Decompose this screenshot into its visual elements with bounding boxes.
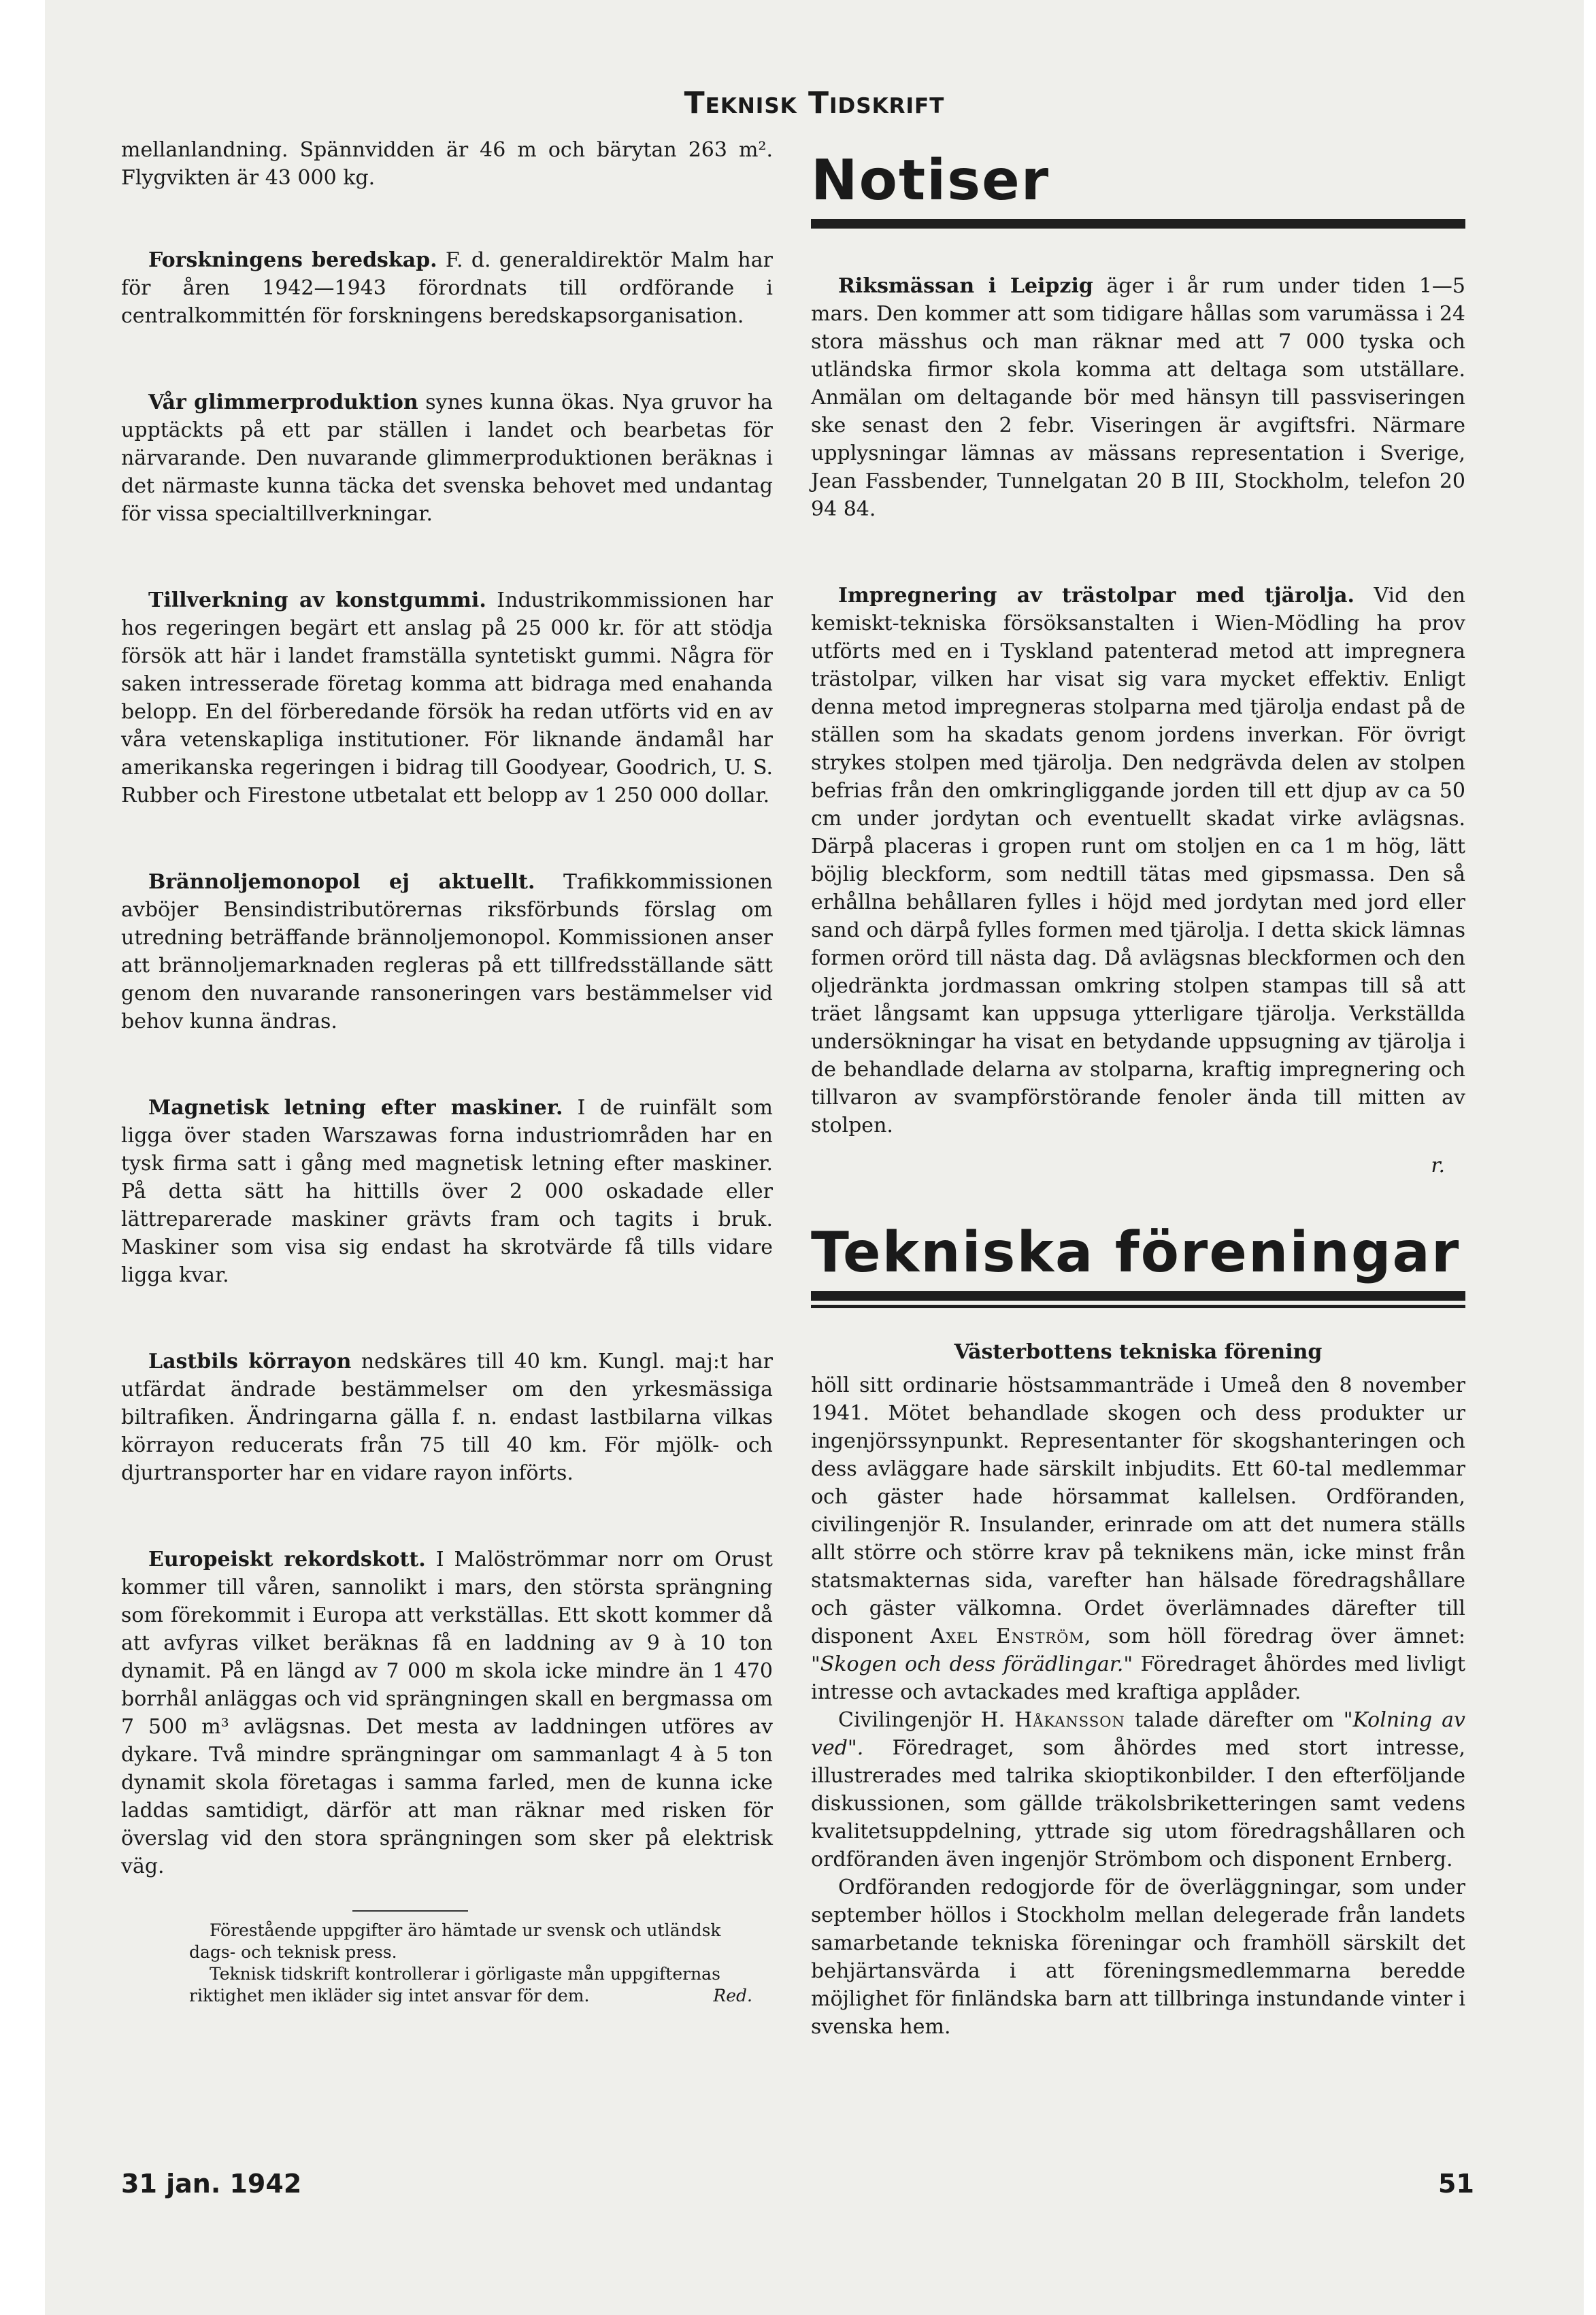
article-heading: Vår glimmerproduktion [148, 390, 418, 414]
journal-page [45, 0, 1584, 2315]
article-riksmassan [811, 272, 1465, 523]
lecture-title: "Kolning av ved". [811, 1708, 1465, 1760]
article-heading: Forskningens beredskap. [148, 248, 437, 272]
person-name: Håkansson [1014, 1708, 1125, 1732]
article-body: Vid den kemiskt-tekniska försöksanstalten i Wien-Mödling ha prov utförts med en i Tyskland patenterad metod att impregnera trästolpar, vilken har visat sig vara mycket effektiv. Enligt denna metod impregneras stolparna med tjärolja endast på de ställen som ha skadats genom jordens inverkan. För övrigt strykes stolpen med tjärolja. Den nedgrävda delen av stolpen befrias från den omkringliggande jorden till ett djup av ca 50 cm under jordytan och eventuellt skadat virke avlägsnas. Därpå placeras i gropen runt om stoljen en ca 1 m hög, lätt böjlig bleckform, som nedtill tätas med gipsmassa. Den så erhållna behållaren fylles i höjd med jordytan med jord eller sand och därpå fylles formen med tjärolja. I detta skick lämnas formen orörd till nästa dag. Då avlägsnas bleckformen och den oljedränkta jordmassan omkring stolpen stampas till så att träet långsamt kan uppsuga ytterligare tjärolja. Verkställda undersökningar ha visat en betydande uppsugning av tjärolja i de behandlade delarna av stolparna, kraftig impregnering och tillvaron av svampförstörande fenoler ända till mitten av stolpen. [811, 584, 1465, 1137]
article-body: synes kunna ökas. Nya gruvor ha upptäckts på ett par ställen i landet och bearbetas för närvarande. Den nuvarande glimmerproduktionen beräknas i det närmaste kunna täcka det svenska behovet med undantag för vissa specialtillverkningar. [121, 390, 773, 526]
footnote-disclaimer: Teknisk tidskrift kontrollerar i görligaste mån uppgifternas riktighet men ikläder sig intet ansvar för dem. [189, 1964, 720, 2005]
footnote-signature: Red. [713, 1986, 752, 2005]
paragraph-2: Civilingenjör H. Håkansson talade därefter om "Kolning av ved". Föredraget, som åhördes med stort intresse, illustrerades med talrika skioptikonbilder. I den efterföljande diskussionen, som gällde träkolsbriketteringen samt vedens kvalitetsuppdelning, yttrade sig utom föredragshållaren och ordföranden även ingenjör Strömbom och disponent Ernberg. [811, 1708, 1465, 1871]
section-rule [811, 219, 1465, 229]
section-title-notiser: Notiser [811, 148, 1050, 213]
article-lastbils-korrayon [121, 1348, 773, 1487]
masthead: Teknisk Tidskrift [684, 86, 945, 120]
article-heading: Europeiskt rekordskott. [148, 1548, 426, 1571]
paragraph-1: höll sitt ordinarie höstsammanträde i Umeå den 8 november 1941. Mötet behandlade skogen och dess produkter ur ingenjörssynpunkt. Representanter för skogshanteringen och dess avläggare hade särskilt inbjudits. Ett 60-tal medlemmar och gäster hade hörsammat kallelsen. Ordföranden, civilingenjör R. Insulander, erinrade om att det numera ställs allt större och större krav på teknikens män, icke minst från statsmakternas sida, varefter han hälsade föredragshållare och gäster välkomna. Ordet överlämnades därefter till disponent Axel Enström, som höll föredrag över ämnet: "Skogen och dess förädlingar." Föredraget åhördes med livligt intresse och avtackades med kraftiga applåder. [811, 1373, 1466, 1704]
source-footnote [121, 1920, 773, 2007]
article-heading: Tillverkning av konstgummi. [148, 588, 486, 612]
article-heading: Magnetisk letning efter maskiner. [148, 1096, 563, 1120]
article-magnetisk-letning [121, 1094, 773, 1289]
person-name: Axel Enström [930, 1625, 1084, 1648]
section-title-tekniska-foreningar: Tekniska föreningar [811, 1220, 1461, 1285]
article-brannoljemonopol [121, 868, 773, 1035]
intro-paragraph: mellanlandning. Spännvidden är 46 m och bärytan 263 m². Flygvikten är 43 000 kg. [121, 138, 773, 190]
section-rule-thin [811, 1305, 1465, 1308]
article-konstgummi [121, 586, 773, 810]
article-body: nedskäres till 40 km. Kungl. maj:t har utfärdat ändrade bestämmelser om den yrkesmässiga biltrafiken. Ändringarna gälla f. n. endast lastbilarna vilkas körrayon reducerats från 75 till 40 km. För mjölk- och djurtransporter har en vidare rayon införts. [121, 1350, 773, 1485]
issue-date: 31 jan. 1942 [121, 2169, 302, 2199]
footnote-sources: Förestående uppgifter äro hämtade ur svensk och utländsk dags- och teknisk press. [189, 1920, 721, 1962]
divider [352, 1910, 468, 1912]
article-glimmerproduktion [121, 388, 773, 528]
article-rekordskott [121, 1546, 773, 1880]
article-heading: Lastbils körrayon [148, 1350, 352, 1373]
article-body: I Malöströmmar norr om Orust kommer till våren, sannolikt i mars, den största sprängning som förekommit i Europa att verkställas. Ett skott kommer då att avfyras vilket beräknas få en laddning av 9 à 10 ton dynamit. På en längd av 7 000 m skola icke mindre än 1 470 borrhål anläggas och vid sprängningen skall en bergmassa om 7 500 m³ avlägsnas. Det mesta av laddningen utföres av dykare. Två mindre sprängningar om sammanlagt 4 à 5 ton dynamit skola företagas i samma farled, men de kunna icke laddas samtidigt, därför att man räknar med risken för överslag vid den stora sprängningen som sker på elektrisk väg. [121, 1548, 773, 1878]
article-heading: Brännoljemonopol ej aktuellt. [148, 870, 535, 894]
subhead-vasterbottens: Västerbottens tekniska förening [954, 1340, 1323, 1364]
continued-text [121, 136, 773, 192]
article-body: I de ruinfält som ligga över staden Warszawas forna industriområden har en tysk firma satt i gång med magnetisk letning efter maskiner. På detta sätt ha hittills över 2 000 oskadade eller lättreparerade maskiner grävts fram och tagits i bruk. Maskiner som visa sig endast ha skrotvärde få tills vidare ligga kvar. [121, 1096, 773, 1287]
article-signature: r. [1431, 1154, 1445, 1178]
article-forskningens-beredskap [121, 246, 773, 330]
left-column [121, 136, 773, 2007]
article-body: Industrikommissionen har hos regeringen begärt ett anslag på 25 000 kr. för att stödja försök att här i landet framställa syntetiskt gummi. Några för saken intresserade företag komma att bidraga med enahanda belopp. En del förberedande försök ha redan utförts vid en av våra vetenskapliga institutioner. För liknande ändamål har amerikanska regeringen i bidrag till Goodyear, Goodrich, U. S. Rubber och Firestone utbetalat ett belopp av 1 250 000 dollar. [121, 588, 773, 807]
article-body: äger i år rum under tiden 1—5 mars. Den kommer att som tidigare hållas som varumässa i 24 stora mässhus och man räknar med att 7 000 tyska och utländska firmor skola komma att deltaga som utställare. Anmälan om deltagande bör med hänsyn till passviseringen ske senast den 2 febr. Viseringen är avgiftsfri. Närmare upplysningar lämnas av mässans representation i Sverige, Jean Fassbender, Tunnelgatan 20 B III, Stockholm, telefon 20 94 84. [811, 274, 1465, 521]
paragraph-3: Ordföranden redogjorde för de överläggningar, som under september höllos i Stockholm mellan delegerade från landets samarbetande tekniska föreningar och framhöll särskilt det behjärtansvärda i att föreningsmedlemmarna beredde möjlighet för finländska barn att tillbringa instundande vinter i svenska hem. [811, 1876, 1465, 2039]
article-heading: Impregnering av trästolpar med tjärolja. [838, 584, 1354, 607]
article-impregnering [811, 582, 1465, 1180]
right-column [811, 148, 1465, 2041]
lecture-title: "Skogen och dess förädlingar." [811, 1652, 1133, 1676]
section-rule [811, 1291, 1465, 1301]
article-heading: Riksmässan i Leipzig [838, 274, 1093, 298]
article-body: Trafikkommissionen avböjer Bensindistributörernas riksförbunds förslag om utredning beträffande brännoljemonopol. Kommissionen anser att brännoljemarknaden regleras på ett tillfredsställande sätt genom den nuvarande ransoneringen vars bestämmelser vid behov kunna ändras. [121, 870, 773, 1033]
page-number: 51 [1438, 2169, 1474, 2199]
article-body: F. d. generaldirektör Malm har för åren 1942—1943 förordnats till ordförande i centralkommittén för forskningens beredskapsorganisation. [121, 248, 773, 328]
article-vasterbottens [811, 1371, 1465, 2041]
